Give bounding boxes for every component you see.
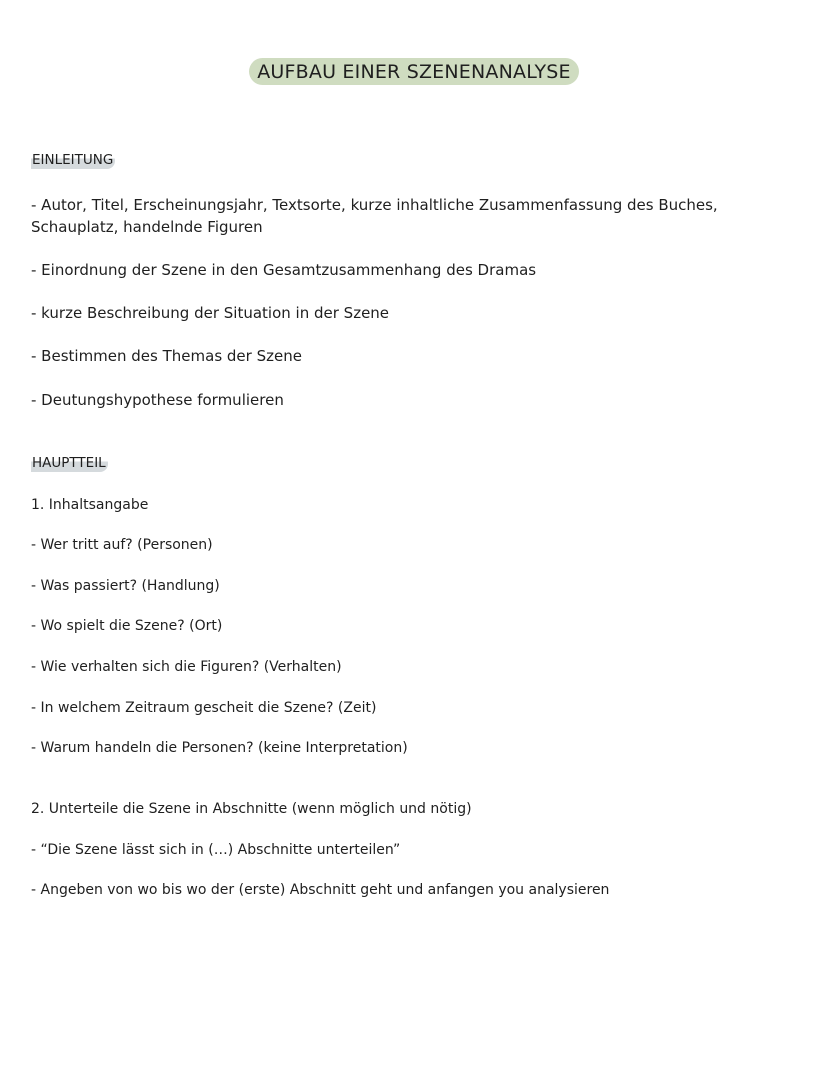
- title-container: [0, 58, 828, 85]
- list-item-hauptteil-2: - Wer tritt auf? (Personen): [31, 537, 213, 553]
- list-item-hauptteil-8: 2. Unterteile die Szene in Abschnitte (wenn möglich und nötig): [31, 801, 472, 817]
- section-heading-einleitung: EINLEITUNG: [32, 152, 114, 168]
- list-item-hauptteil-5: - Wie verhalten sich die Figuren? (Verhalten): [31, 659, 342, 675]
- list-item-hauptteil-6: - In welchem Zeitraum gescheit die Szene? (Zeit): [31, 700, 377, 716]
- list-item-einleitung-5: - Deutungshypothese formulieren: [31, 391, 284, 409]
- page-title: AUFBAU EINER SZENENANALYSE: [249, 58, 579, 85]
- list-item-einleitung-1: - Autor, Titel, Erscheinungsjahr, Textsorte, kurze inhaltliche Zusammenfassung des Buches, Schauplatz, handelnde Figuren: [31, 196, 718, 236]
- list-item-hauptteil-9: - “Die Szene lässt sich in (…) Abschnitte unterteilen”: [31, 842, 401, 858]
- list-item-einleitung-3: - kurze Beschreibung der Situation in der Szene: [31, 304, 390, 322]
- list-item-hauptteil-1: 1. Inhaltsangabe: [31, 497, 149, 513]
- list-item-hauptteil-3: - Was passiert? (Handlung): [31, 578, 220, 594]
- list-item-hauptteil-4: - Wo spielt die Szene? (Ort): [31, 618, 223, 634]
- section-heading-hauptteil: HAUPTTEIL: [32, 455, 106, 471]
- list-item-einleitung-2: - Einordnung der Szene in den Gesamtzusammenhang des Dramas: [31, 261, 537, 279]
- list-item-hauptteil-7: - Warum handeln die Personen? (keine Interpretation): [31, 740, 408, 756]
- list-item-hauptteil-10: - Angeben von wo bis wo der (erste) Abschnitt geht und anfangen you analysieren: [31, 882, 610, 898]
- list-item-einleitung-4: - Bestimmen des Themas der Szene: [31, 347, 302, 365]
